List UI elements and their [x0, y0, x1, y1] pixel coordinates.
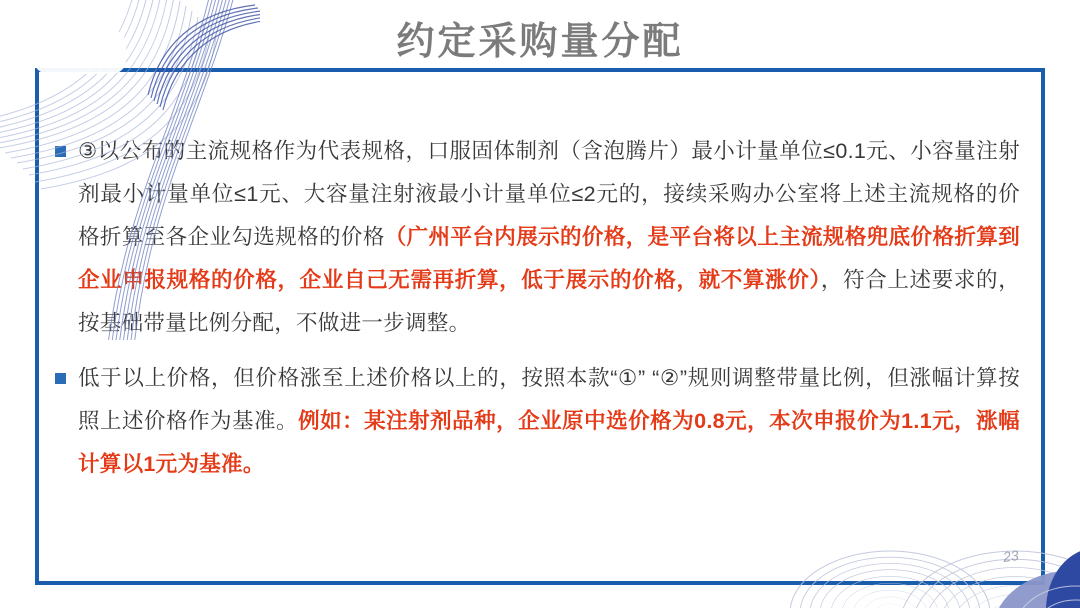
text-segment-black: ③以公布的主流规格作为代表规格，口服固体制剂（含泡腾片）最小计量单位≤0.1元、小容量注射剂最小计量单位≤1元、大容量注射液最小计量单位≤2元的，接续采购办公室将上述主流规格的价格折算至各企业勾选规格的价格: [78, 139, 1020, 249]
content-box: [35, 68, 1045, 585]
text-segment-black: ，符合上述要求的，按基础带量比例分配，不做进一步调整。: [78, 268, 1020, 335]
bullet-item: [55, 357, 1020, 486]
slide-title: 约定采购量分配: [396, 21, 684, 63]
text-segment-red: 例如：某注射剂品种，企业原中选价格为0.8元，本次申报价为1.1元，涨幅计算以1元为基准。: [78, 409, 1020, 476]
bullet-text: [78, 357, 1020, 486]
bullet-text: [78, 130, 1020, 345]
page-number: 23: [1001, 546, 1020, 566]
bullet-square-icon: [55, 373, 66, 384]
bullet-item: [55, 130, 1020, 345]
text-segment-black: 低于以上价格，但价格涨至上述价格以上的，按照本款“①” “②”规则调整带量比例，但涨幅计算按照上述价格作为基准。: [78, 366, 1020, 433]
text-segment-red: （广州平台内展示的价格，是平台将以上主流规格兜底价格折算到企业申报规格的价格，企业自己无需再折算，低于展示的价格，就不算涨价）: [78, 225, 1020, 292]
bullet-square-icon: [55, 146, 66, 157]
bullet-list: [39, 72, 1041, 581]
